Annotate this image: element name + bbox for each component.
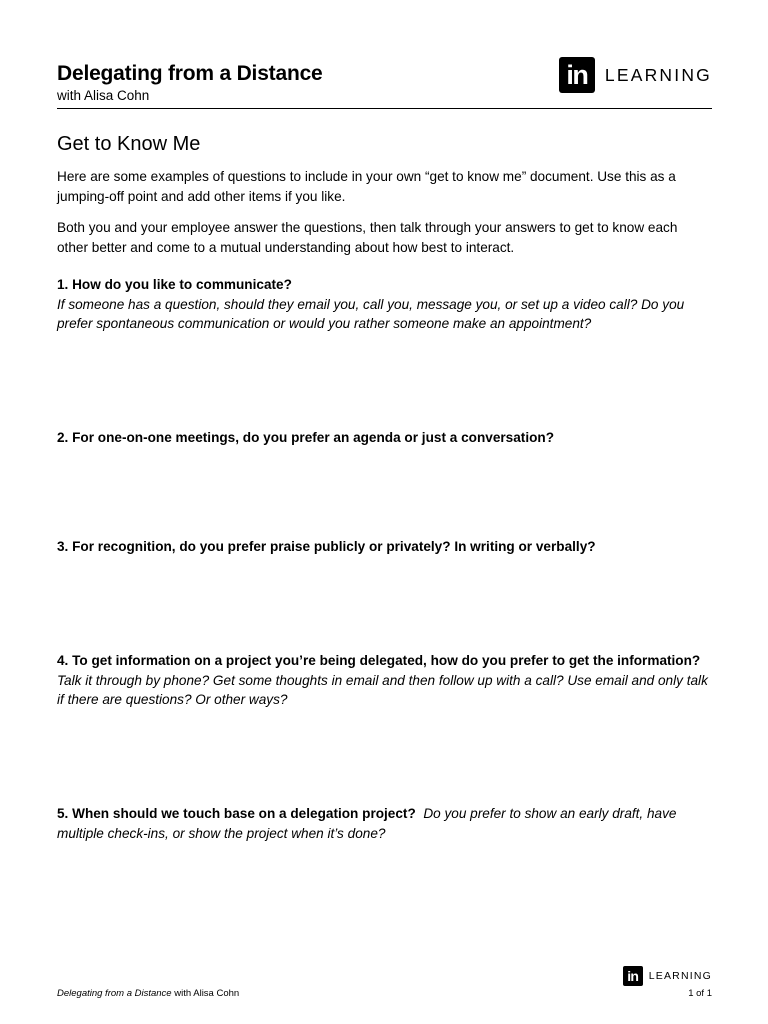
question-4 [57,651,712,710]
question-hint: Do you prefer to show an early draft, have multiple check-ins, or show the project when it’s done? [57,806,677,841]
question-hint: If someone has a question, should they email you, call you, message you, or set up a video call? Do you prefer spontaneous communication or would you rather someone make an appointment? [57,296,685,331]
question-2 [57,428,712,448]
linkedin-in-icon: in [559,57,595,93]
intro-paragraph: Both you and your employee answer the questions, then talk through your answers to get to know each other better and come to a mutual understanding about how best to interact. [57,220,678,255]
question-title: 2. For one-on-one meetings, do you prefer an agenda or just a conversation? [57,430,555,445]
question-title: 1. How do you like to communicate? [57,277,292,292]
section-title: Get to Know Me [57,133,201,155]
question-title: 5. When should we touch base on a delegation project? [57,806,416,821]
document-subtitle: with Alisa Cohn [57,88,150,103]
document-header [57,56,712,109]
footer-linkedin-learning-logo [623,966,712,986]
question-1 [57,275,712,334]
question-title: 4. To get information on a project you’re being delegated, how do you prefer to get the information? [57,653,701,668]
question-5 [57,804,712,843]
intro-paragraph: Here are some examples of questions to include in your own “get to know me” document. Use this as a jumping-off point and add other items if you like. [57,169,676,204]
document-title: Delegating from a Distance [57,62,323,85]
question-title: 3. For recognition, do you prefer praise publicly or privately? In writing or verbally? [57,539,596,554]
footer-course-author: with Alisa Cohn [174,988,240,999]
footer-course-credit [57,988,239,1000]
question-hint: Talk it through by phone? Get some thoughts in email and then follow up with a call? Use email and only talk if there are questions? Or other ways? [57,672,708,707]
linkedin-learning-logo [559,57,712,93]
footer-course-title: Delegating from a Distance [57,988,172,999]
footer-brand-wordmark: LEARNING [648,970,712,982]
brand-wordmark: LEARNING [604,65,712,85]
question-3 [57,537,712,557]
page-number: 1 of 1 [688,988,712,999]
linkedin-in-icon: in [623,966,643,986]
